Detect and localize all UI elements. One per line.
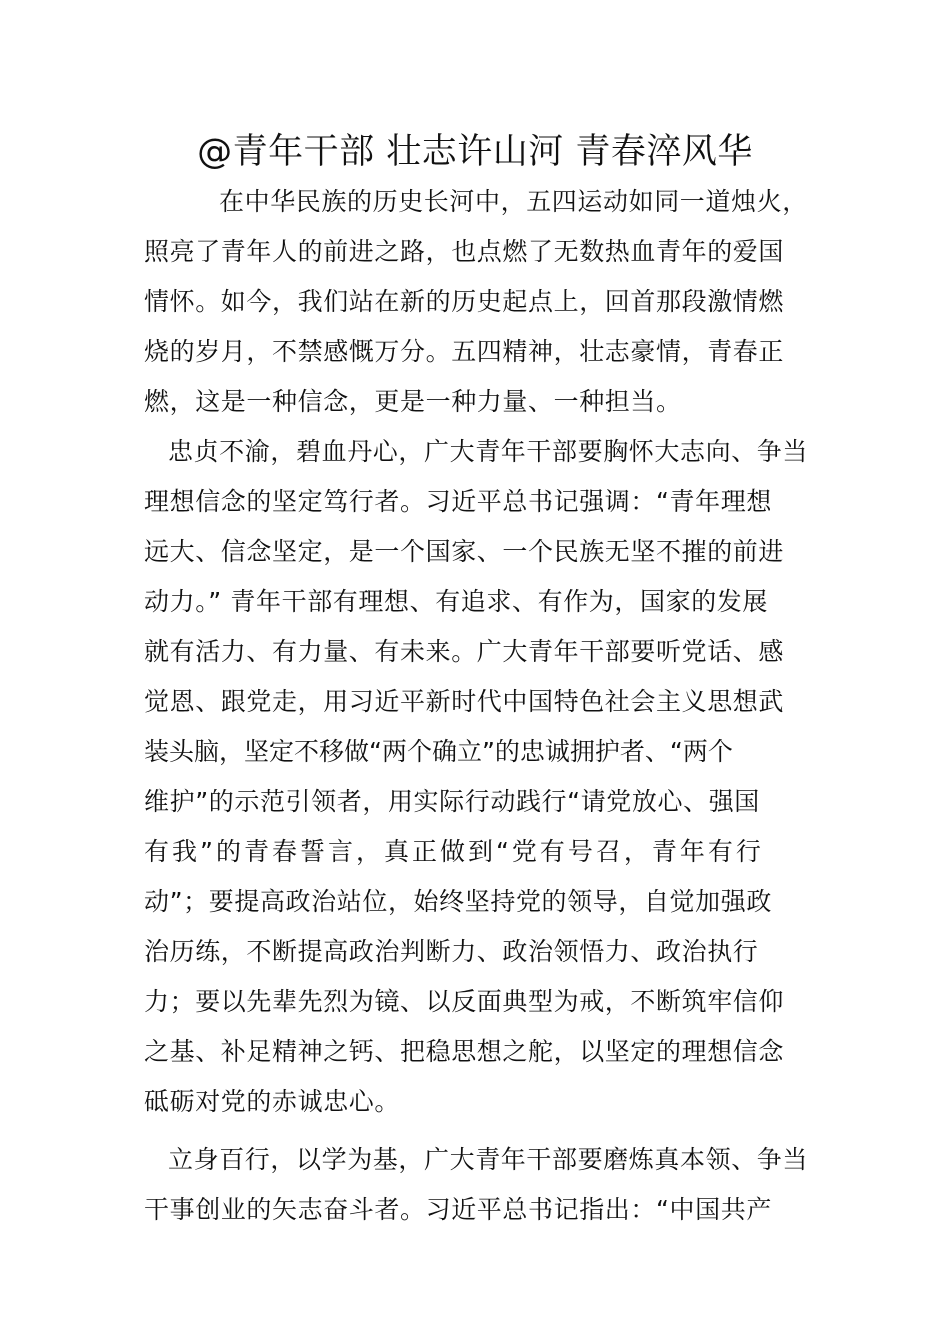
text-line: 砥砺对党的赤诚忠心。 (144, 1087, 401, 1116)
text-line: 维护”的示范引领者，用实际行动践行“请党放心、强国 (144, 787, 760, 816)
text-line: 烧的岁月，不禁感慨万分。五四精神，壮志豪情，青春正 (144, 337, 785, 366)
text-line: 立身百行，以学为基，广大青年干部要磨炼真本领、争当 (168, 1145, 809, 1174)
text-line: 理想信念的坚定笃行者。习近平总书记强调：“青年理想 (144, 487, 772, 516)
text-line: 治历练，不断提高政治判断力、政治领悟力、政治执行 (144, 937, 759, 966)
text-line: 力；要以先辈先烈为镜、以反面典型为戒，不断筑牢信仰 (144, 987, 785, 1016)
text-line: 动力。” 青年干部有理想、有追求、有作为，国家的发展 (144, 587, 769, 616)
text-line: 有我”的青春誓言，真正做到“党有号召，青年有行 (144, 837, 764, 866)
text-line: 照亮了青年人的前进之路，也点燃了无数热血青年的爱国 (144, 237, 785, 266)
paragraph-3 (144, 1135, 808, 1235)
paragraph-gap (144, 1127, 808, 1135)
text-line: 忠贞不渝，碧血丹心，广大青年干部要胸怀大志向、争当 (168, 437, 809, 466)
paragraph-1 (144, 177, 808, 427)
text-line: 就有活力、有力量、有未来。广大青年干部要听党话、感 (144, 637, 785, 666)
text-line: 燃，这是一种信念，更是一种力量、一种担当。 (144, 387, 682, 416)
document-title: @青年干部 壮志许山河 青春淬风华 (197, 132, 753, 172)
text-line: 动”；要提高政治站位，始终坚持党的领导，自觉加强政 (144, 887, 772, 916)
text-line: 情怀。如今，我们站在新的历史起点上，回首那段激情燃 (144, 287, 785, 316)
text-line: 之基、补足精神之钙、把稳思想之舵，以坚定的理想信念 (144, 1037, 785, 1066)
text-line: 装头脑，坚定不移做“两个确立”的忠诚拥护者、“两个 (144, 737, 733, 766)
paragraph-2 (144, 427, 808, 1127)
text-line: 远大、信念坚定，是一个国家、一个民族无坚不摧的前进 (144, 537, 785, 566)
text-line: 在中华民族的历史长河中，五四运动如同一道烛火， (219, 187, 808, 216)
document-body (144, 177, 808, 1235)
text-line: 觉恩、跟党走，用习近平新时代中国特色社会主义思想武 (144, 687, 785, 716)
text-line: 干事创业的矢志奋斗者。习近平总书记指出：“中国共产 (144, 1195, 772, 1224)
